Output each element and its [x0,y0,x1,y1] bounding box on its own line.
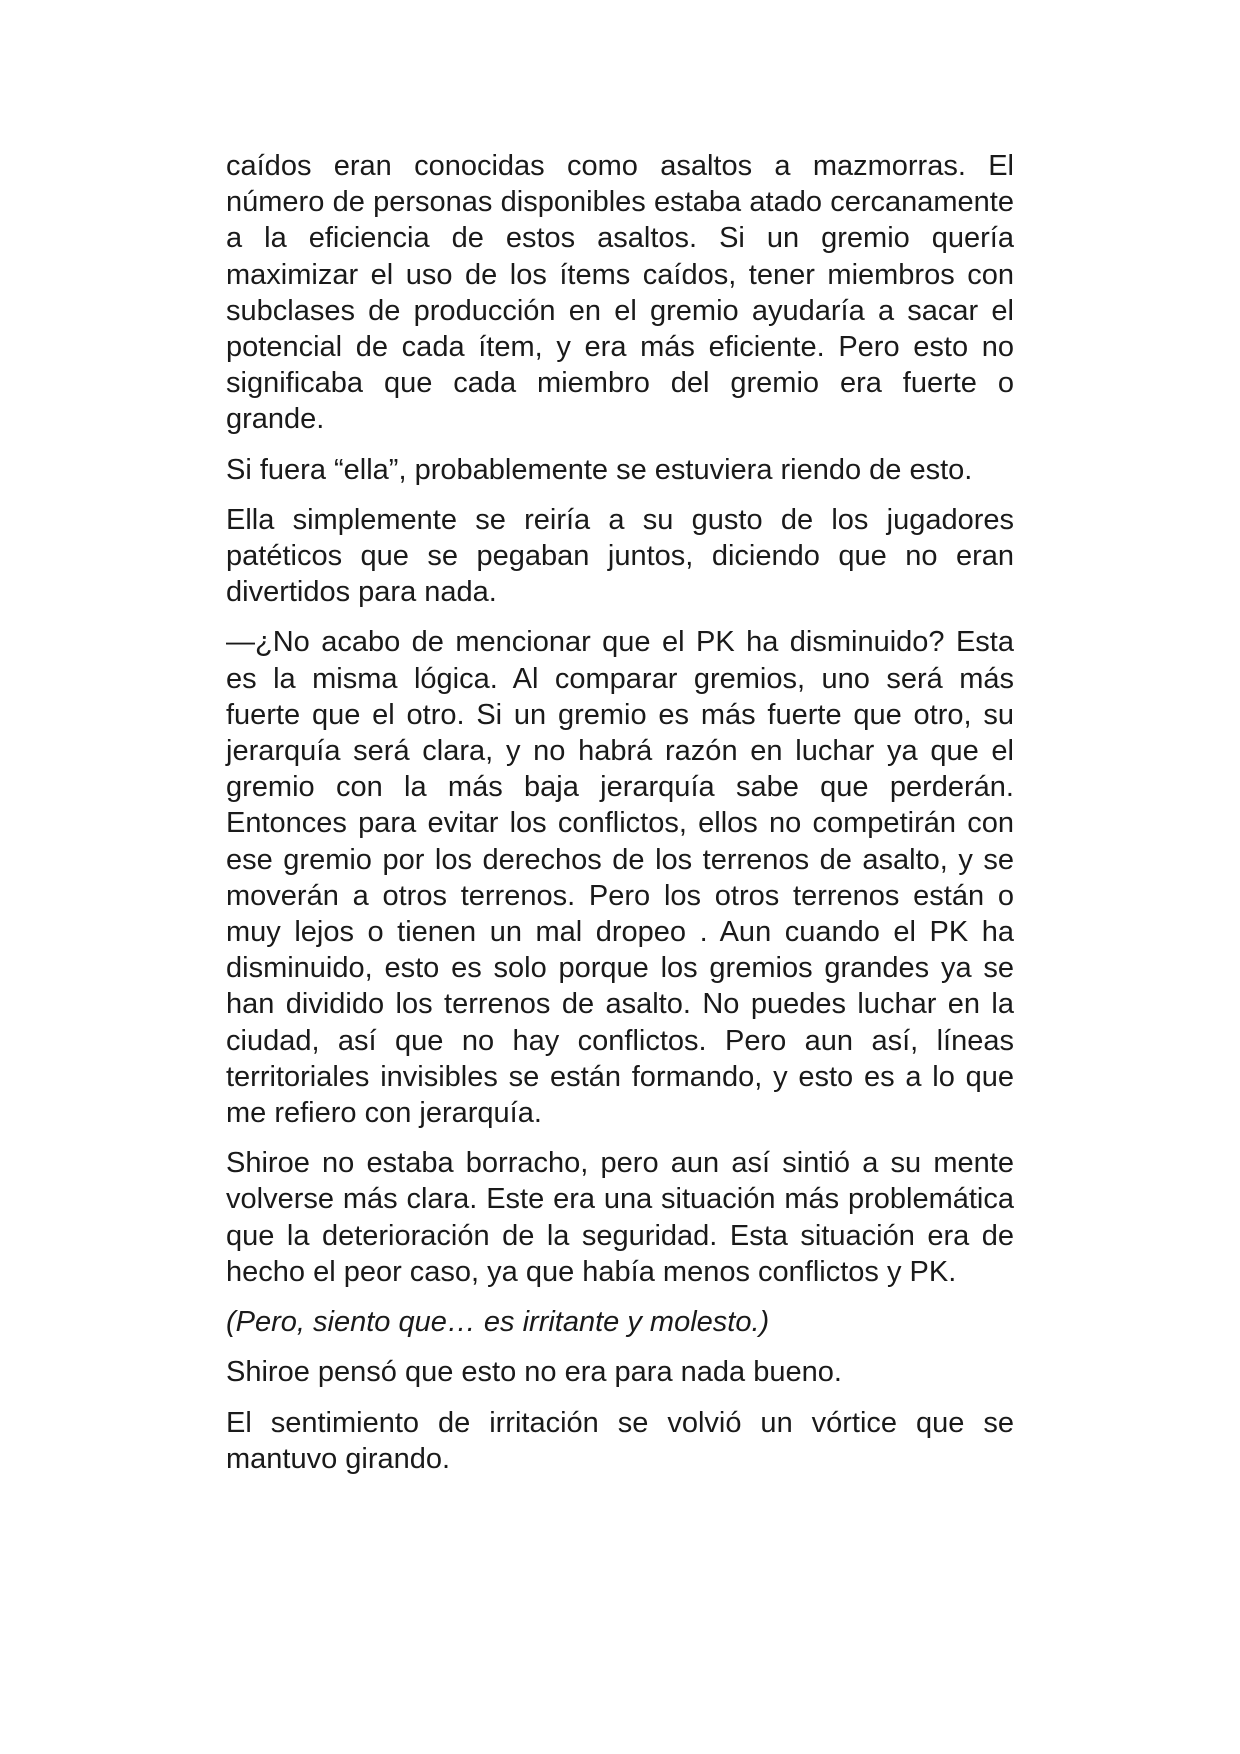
paragraph-3: Ella simplemente se reiría a su gusto de los jugadores patéticos que se pegaban juntos, diciendo que no eran divertidos para nada. [226,503,1014,609]
document-page [226,148,1014,1491]
paragraph-6-thought: (Pero, siento que… es irritante y molesto.) [226,1306,770,1339]
paragraph-2: Si fuera “ella”, probablemente se estuviera riendo de esto. [226,453,973,486]
paragraph-1: caídos eran conocidas como asaltos a mazmorras. El número de personas disponibles estaba atado cercanamente a la eficiencia de estos asaltos. Si un gremio quería maximizar el uso de los ítems caídos, tener miembros con subclases de producción en el gremio ayudaría a sacar el potencial de cada ítem, y era más eficiente. Pero esto no significaba que cada miembro del gremio era fuerte o grande. [226,150,1014,436]
paragraph-4-dialogue: —¿No acabo de mencionar que el PK ha disminuido? Esta es la misma lógica. Al comparar gremios, uno será más fuerte que el otro. Si un gremio es más fuerte que otro, su jerarquía será clara, y no habrá razón en luchar ya que el gremio con la más baja jerarquía sabe que perderán. Entonces para evitar los conflictos, ellos no competirán con ese gremio por los derechos de los terrenos de asalto, y se moverán a otros terrenos. Pero los otros terrenos están o muy lejos o tienen un mal dropeo . Aun cuando el PK ha disminuido, esto es solo porque los gremios grandes ya se han dividido los terrenos de asalto. No puedes luchar en la ciudad, así que no hay conflictos. Pero aun así, líneas territoriales invisibles se están formando, y esto es a lo que me refiero con jerarquía. [226,626,1014,1130]
paragraph-7: Shiroe pensó que esto no era para nada bueno. [226,1356,842,1389]
paragraph-8: El sentimiento de irritación se volvió un vórtice que se mantuvo girando. [226,1406,1014,1475]
paragraph-5: Shiroe no estaba borracho, pero aun así sintió a su mente volverse más clara. Este era una situación más problemática que la deterioración de la seguridad. Esta situación era de hecho el peor caso, ya que había menos conflictos y PK. [226,1147,1014,1288]
